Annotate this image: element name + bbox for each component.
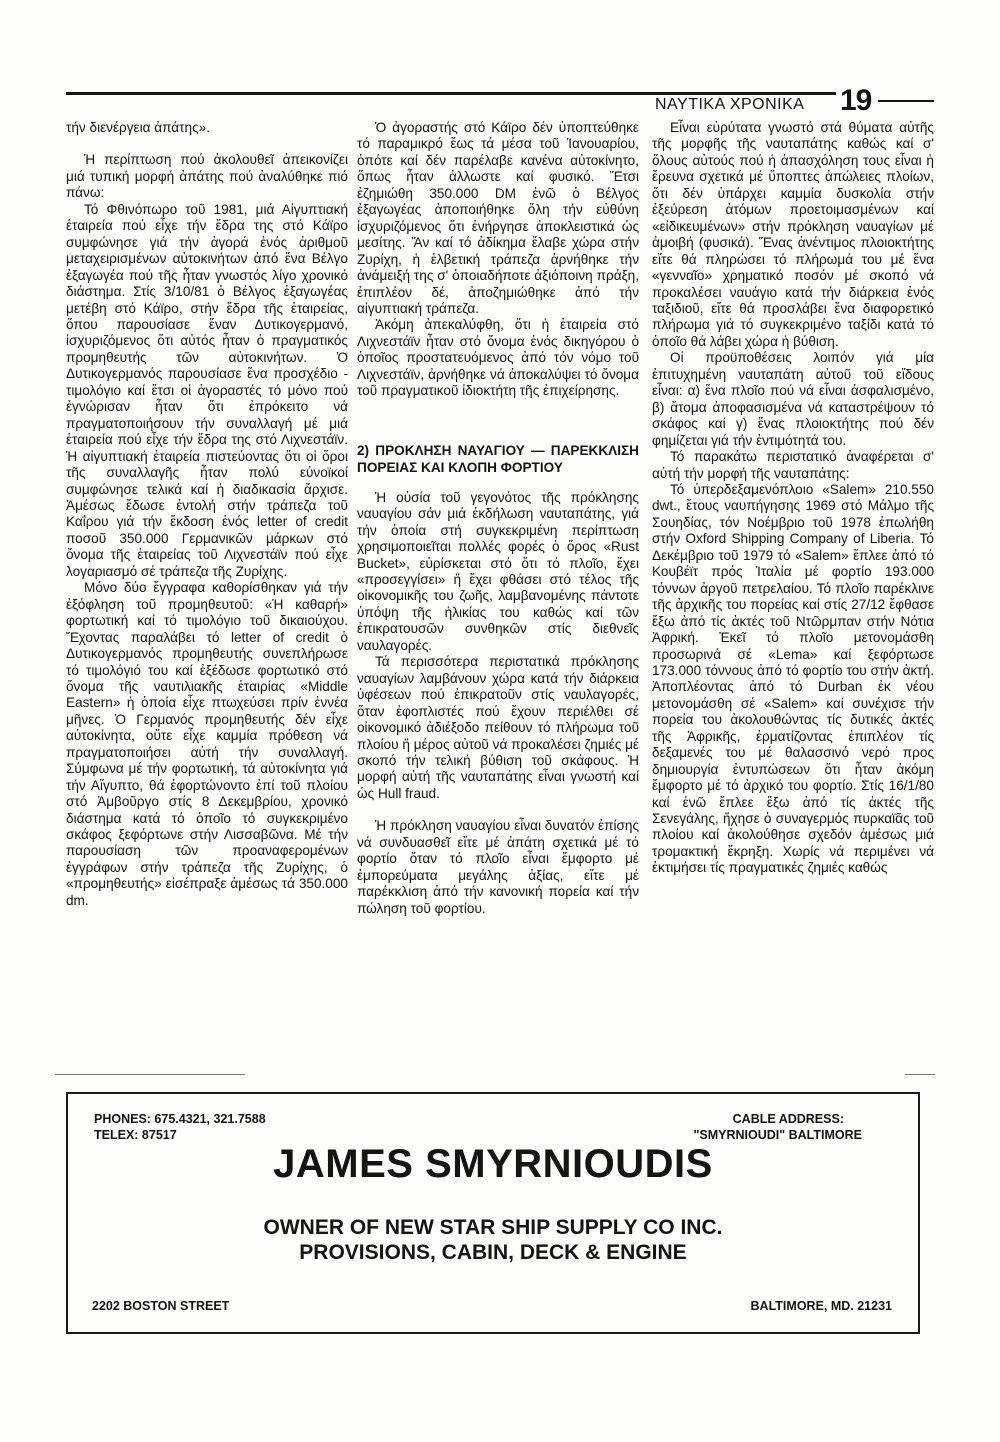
- ad-cable-label: CABLE ADDRESS:: [732, 1112, 844, 1126]
- paragraph: Τό ὑπερδεξαμενόπλοιο «Salem» 210.550 dwt., ἔτους ναυπήγησης 1969 στό Μάλμο τῆς Σουηδίας, τόν Νοέμβριο τοῦ 1978 ἐπωλήθη στήν Oxford Shipping Company of Liberia. Τό Δεκέμβριο τοῦ 1979 τό «Salem» ἔπλεε ἀπό τό Κουβέϊτ πρός Ἰταλία μέ φορτίο 193.000 τόννων ἀργοῦ πετρελαίου. Τό πλοῖο παρέκλινε τῆς ἀρχικῆς του πορείας καί στίς 27/12 ἔφθασε ἔξω ἀπό τίς ἀκτές τοῦ Ντῶρμπαν στήν Νότια Ἀφρική. Ἐκεῖ τό πλοῖο μετονομάσθη προσωρινά σέ «Lema» καί ξεφόρτωσε 173.000 τόννους ἀπό τό φορτίο του στήν ἀκτή. Ἀποπλέοντας ἀπό τό Durban ἐκ νέου μετονομάσθη σέ «Salem» καί συνέχισε τήν πορεία του ἀκολουθώντας τίς δυτικές ἀκτές τῆς Ἀφρικῆς, ἐρματίζοντας ἐπιπλέον τίς δεξαμενές του μέ θαλασσινό νερό προς δημιουργία ἐντυπώσεων ὅτι ἦταν ἀκόμη ἔμφορτο μέ τό ἀρχικό του φορτίο. Στίς 16/1/80 καί ἐνῶ ἔπλεε ἔξω ἀπό τίς ἀκτές τῆς Σενεγάλης, ἤχησε ὁ συναγερμός πυρκαϊᾶς τοῦ πλοίου καί ἀκολούθησε σχεδόν ἀμέσως μιά τρομακτική ἔκρηξη. Χωρίς νά περιμένει νά ἐκτιμήσει τίς πραγματικές ζημιές καθώς: [652, 481, 934, 876]
- ad-city-address: BALTIMORE, MD. 21231: [750, 1299, 892, 1313]
- ad-provisions-line: PROVISIONS, CABIN, DECK & ENGINE: [299, 1241, 687, 1264]
- article-column-2: [357, 120, 639, 917]
- ad-street-address: 2202 BOSTON STREET: [92, 1299, 230, 1313]
- paragraph: Μόνο δύο ἔγγραφα καθορίσθηκαν γιά τήν ἐξόφληση τοῦ προμηθευτοῦ: «Ἡ καθαρή» φορτωτική καί τό τιμολόγιο τοῦ δικαιούχου. Ἔχοντας παραλάβει τό letter of credit ὁ Δυτικογερμανός προμηθευτής συνεπλήρωσε τό τιμολόγιό του καί ἐξέδωσε φορτωτικό στό ὄνομα τῆς ναυτιλιακῆς ἑταιρίας «Middle Eastern» ἡ ὁποία εἶχε πτωχεύσει πρίν ἐννέα μῆνες. Ὁ Γερμανός προμηθευτής δέν εἶχε αὐτοκίνητα, οὔτε εἶχε καμμία πρόθεση νά πραγματοποιήσει αὐτή τήν συναλλαγή. Σύμφωνα μέ τήν φορτωτική, τά αὐτοκίνητα γιά τήν Αἴγυπτο, θά ἐφορτώνοντο ἐπί τοῦ πλοίου στό Ἀμβοῦργο στίς 8 Δεκεμβρίου, χρονικό διάστημα κατά τό ὁποῖο τό συγκεκριμένο σκάφος ξεφόρτωνε στήν Λισσαβῶνα. Μέ τήν παρουσίαση τῶν προαναφερομένων ἐγγράφων στήν τράπεζα τῆς Ζυρίχης, ὁ «προμηθευτής» εἰσέπραξε ἀμέσως τά 350.000 dm.: [66, 580, 348, 908]
- paragraph: Τό Φθινόπωρο τοῦ 1981, μιά Αἰγυπτιακή ἑταιρεία πού εἶχε τήν ἕδρα της στό Κάϊρο συμφώνησε γιά τήν ἀγορά ἑνός ἀριθμοῦ μεταχειρισμένων αὐτοκινήτων ἀπό ἕνα Βέλγο ἐξαγωγέα πού τῆς ἦταν γνωστός λίγο χρονικό διάστημα. Στίς 3/10/81 ὁ Βέλγος ἐξαγωγέας μετέβη στό Κάϊρο, στήν ἕδρα τῆς ἑταιρείας, ὅπου παρουσίασε ἕναν Δυτικογερμανό, ἰσχυριζόμενος ὅτι αὐτός ἦταν ὁ πραγματικός προμηθευτής τῶν αὐτοκινήτων. Ὁ Δυτικογερμανός παρουσίασε ἕνα προσχέδιο - τιμολόγιο καί ἔτσι οἱ ἀγοραστές τό μόνο πού ἐγνώρισαν ἦταν ὅτι ἐπρόκειτο νά πραγματοποιήσουν τήν συναλλαγή μέ μιά ἑταιρεία πού εἶχε τήν ἕδρα της στό Λιχνεστάϊν. Ἡ αἰγυπτιακή ἑταιρεία πιστεύοντας ὅτι οἱ ὅροι τῆς συναλλαγῆς ἦταν πολύ εὐνοϊκοί συμφώνησε τελικά καί ἡ διαδικασία ἄρχισε. Ἀμέσως ἔδωσε ἐντολή στήν τράπεζα τοῦ Καΐρου γιά τήν ἔκδοση ἑνός letter of credit ποσοῦ 350.000 Γερμανικῶν μάρκων στό ὄνομα τῆς ἑταιρείας τοῦ Λιχνεστάϊν πού εἶχε λογαριασμό σέ τράπεζα τῆς Ζυρίχης.: [66, 201, 348, 579]
- section-heading: 2) ΠΡΟΚΛΗΣΗ ΝΑΥΑΓΙΟΥ — ΠΑΡΕΚΚΛΙΣΗ ΠΟΡΕΙΑΣ ΚΑΙ ΚΛΟΠΗ ΦΟΡΤΙΟΥ: [357, 442, 639, 475]
- ad-company-name: JAMES SMYRNIOUDIS: [273, 1142, 713, 1186]
- paragraph: Οἱ προϋποθέσεις λοιπόν γιά μία ἐπιτυχημένη ναυταπάτη αὐτοῦ τοῦ εἴδους εἶναι: α) ἕνα πλοῖο πού νά εἶναι ἀσφαλισμένο, β) ἄτομα ἀποφασισμένα νά καταστρέψουν τό σκάφος καί γ) ἕνας πλοιοκτήτης πού δέν φημίζεται γιά τήν ἐντιμότητά του.: [652, 350, 934, 448]
- paragraph: Εἶναι εὐρύτατα γνωστό στά θύματα αὐτῆς τῆς μορφῆς τῆς ναυταπάτης καθώς καί σ' ὅλους αὐτούς πού ἡ ἀπασχόληση τους εἶναι ἡ ἔρευνα σχετικά μέ ὕποπτες ἀπώλειες πλοίων, ὅτι δέν ὑπάρχει καμμία δυσκολία στήν ἐξεύρεση ἀτόμων προετοιμασμένων καί «εἰδικευμένων» στήν πρόκληση ναυαγίων μέ ἀμοιβή (φυσικά). Ἕνας ἀνέντιμος πλοιοκτήτης εἴτε θά πληρώσει τό πλήρωμά του μέ ἕνα «γενναῖο» χρηματικό ποσόν μέ σκοπό νά προκαλέσει ναυάγιο κατά τήν διάρκεια ἑνός ταξιδιοῦ, εἴτε θά προσλάβει ἕνα διαφορετικό πλήρωμα γιά τό συγκεκριμένο ταξίδι κατά τό ὁποῖο θά λάβει χώρα ἡ βύθιση.: [652, 120, 934, 349]
- magazine-name: ΝΑΥΤΙΚΑ ΧΡΟΝΙΚΑ: [655, 96, 805, 113]
- header-rule-right: [878, 100, 934, 102]
- paragraph: Ἡ πρόκληση ναυαγίου εἶναι δυνατόν ἐπίσης νά συνδυασθεῖ εἴτε μέ ἀπάτη σχετικά μέ τό φορτίο ὅταν τό πλοῖο εἶναι ἔμφορτο μέ ἐμπορεύματα μεγάλης ἀξίας, εἴτε μέ παρέκκλιση ἀπό τήν κανονική πορεία καί τήν πώληση τοῦ φορτίου.: [357, 818, 639, 916]
- ad-separator-right: [905, 1074, 935, 1075]
- paragraph: Τό παρακάτω περιστατικό ἀναφέρεται σ' αὐτή τήν μορφή τῆς ναυταπάτης:: [652, 449, 934, 481]
- paragraph: τήν διενέργεια ἀπάτης».: [66, 120, 210, 135]
- paragraph: Ἀκόμη ἀπεκαλύφθη, ὅτι ἡ ἑταιρεία στό Λιχνεστάϊν ἦταν στό ὄνομα ἑνός δικηγόρου ὁ ὁποῖος προστατευόμενος ἀπό τόν νόμο τοῦ Λιχνεστάϊν, ἀρνήθηκε νά ἀποκαλύψει τό ὄνομα τοῦ πραγματικοῦ ἰδιοκτήτη τῆς ἐπιχείρησης.: [357, 317, 639, 399]
- ad-owner-line: OWNER OF NEW STAR SHIP SUPPLY CO INC.: [263, 1216, 723, 1239]
- header-rule: [66, 92, 836, 95]
- ad-separator-left: [55, 1074, 245, 1075]
- page-number: 19: [840, 84, 872, 117]
- paragraph: Ἡ οὐσία τοῦ γεγονότος τῆς πρόκλησης ναυαγίου σάν μιά ἐκδήλωση ναυταπάτης, γιά τήν ὁποία στή συγκεκριμένη περίπτωση χρησιμοποιεῖται πολλές φορές ὁ ὅρος «Rust Bucket», εὑρίσκεται στό ὅτι τό πλοῖο, ἔχει «προσεγγίσει» ἤ ἔχει φθάσει στό τέλος τῆς οἰκονομικῆς του ζωῆς, λαμβανομένης πάντοτε ὑπόψη τῆς ἡλικίας του καθώς καί τῶν ἐπικρατουσῶν συνθηκῶν στίς διεθνεῖς ναυλαγορές.: [357, 489, 639, 653]
- ad-telex: TELEX: 87517: [94, 1128, 177, 1142]
- article-column-3: [652, 120, 934, 877]
- paragraph: Ὁ ἀγοραστής στό Κάϊρο δέν ὑποπτεύθηκε τό παραμικρό ἕως τά μέσα τοῦ Ἰανουαρίου, ὁπότε καί δέν παρέλαβε κανένα αὐτοκίνητο, ὅπως ἦταν ἀλλωστε καί φυσικό. Ἔτσι ἐζημιώθη 350.000 DM ἐνῶ ὁ Βέλγος ἐξαγωγέας ἀποποιήθηκε ὅλη τήν εὐθύνη ἰσχυριζόμενος ὅτι ἐνήργησε ἀποκλειστικά ὡς μεσίτης. Ἄν καί τό ἀδίκημα ἔλαβε χώρα στήν Ζυρίχη, ἡ ἑλβετική τράπεζα ἀρνήθηκε τήν ἀνάμειξή της σ' ὁποιαδήποτε ἀξιόποινη πράξη, ἐπιπλέον δέ, ἀποζημιώθηκε ἀπό τήν αἰγυπτιακή τράπεζα.: [357, 120, 639, 316]
- ad-cable-address: "SMYRNIOUDI" BALTIMORE: [693, 1128, 862, 1142]
- ad-phones: PHONES: 675.4321, 321.7588: [94, 1112, 266, 1126]
- paragraph: Ἡ περίπτωση πού ἀκολουθεῖ ἀπεικονίζει μιά τυπική μορφή ἀπάτης πού ἀναλύθηκε πιό πάνω:: [66, 152, 348, 201]
- paragraph: Τά περισσότερα περιστατικά πρόκλησης ναυαγίων λαμβάνουν χώρα κατά τήν διάρκεια ὑφέσεων πού ἐπικρατοῦν στίς ναυλαγορές, ὅταν ἐφοπλιστές πού ἔχουν περιέλθει σέ οἰκονομικό ἀδιέξοδο πείθουν τό πλήρωμα τοῦ πλοίου ἤ μέρος αὐτοῦ νά προκαλέσει ζημιές μέ σκοπό τήν τελική βύθιση τοῦ σκάφους. Ἡ μορφή αὐτή τῆς ναυταπάτης εἶναι γνωστή καί ὡς Hull fraud.: [357, 654, 639, 801]
- article-column-1: [66, 120, 348, 909]
- advertisement: [66, 1092, 920, 1334]
